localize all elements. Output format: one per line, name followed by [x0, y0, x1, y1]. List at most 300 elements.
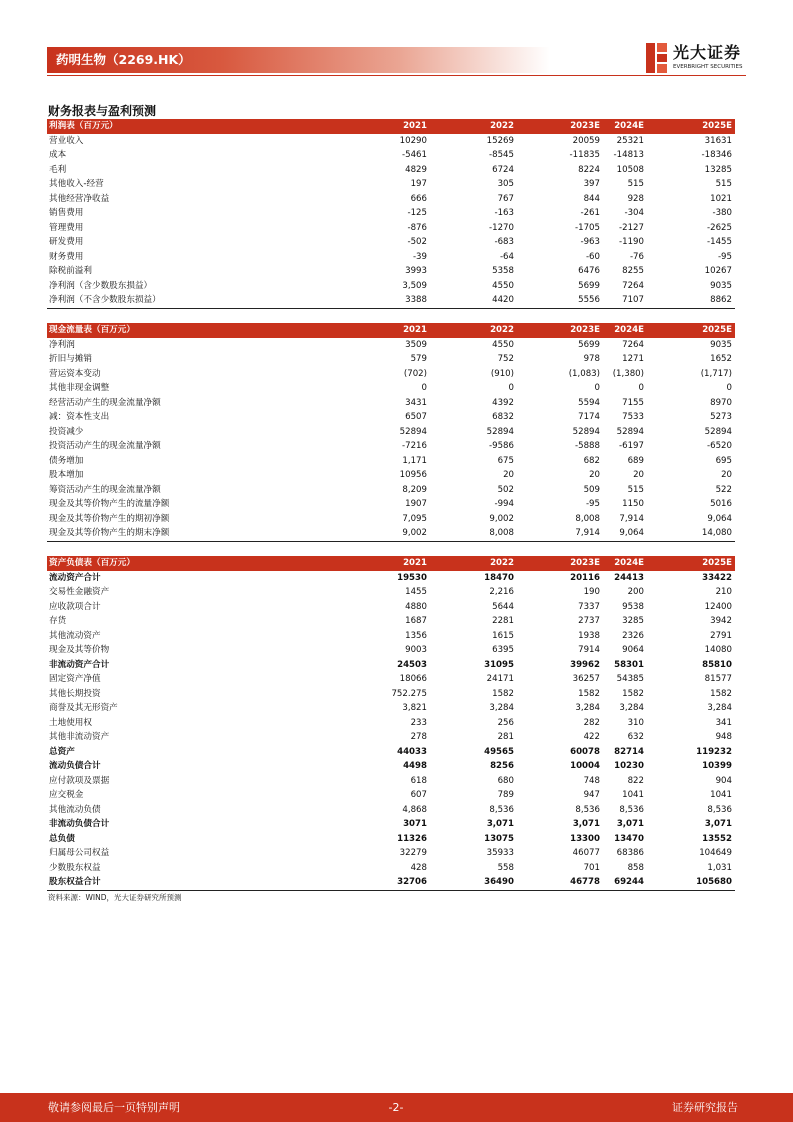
- cell-value: 8,008: [489, 528, 514, 538]
- cell-value: 39962: [570, 659, 600, 670]
- cell-value: 3,284: [707, 703, 732, 713]
- row-label: 交易性金融资产: [49, 587, 110, 597]
- cell-value: 119232: [696, 746, 732, 757]
- cell-value: 858: [627, 862, 644, 873]
- table-row: [47, 148, 735, 163]
- table-row: [47, 759, 735, 774]
- cell-value: 8224: [578, 164, 600, 175]
- row-label: 投资活动产生的现金流量净额: [49, 441, 161, 451]
- row-label: 营运资本变动: [49, 368, 101, 379]
- cell-value: 8,536: [619, 804, 644, 815]
- cell-value: 695: [715, 455, 732, 466]
- row-label: 净利润（含少数股东损益）: [49, 280, 153, 291]
- brand-name-cn: 光大证券: [673, 43, 742, 62]
- cell-value: -60: [585, 251, 600, 262]
- cell-value: 632: [627, 732, 644, 742]
- cell-value: 7264: [622, 339, 644, 350]
- table-row: [47, 730, 735, 745]
- cell-value: 13552: [702, 833, 732, 844]
- cell-value: 3,284: [619, 703, 644, 713]
- cell-value: 3285: [622, 616, 644, 626]
- cell-value: 44033: [397, 746, 427, 757]
- row-label: 管理费用: [49, 222, 84, 233]
- year-header: 2025E: [702, 558, 732, 568]
- cell-value: 58301: [614, 659, 644, 670]
- cell-value: 10230: [614, 761, 644, 771]
- table-row: [47, 483, 735, 498]
- cell-value: 4,868: [402, 804, 427, 815]
- year-header: 2021: [403, 325, 427, 335]
- cell-value: (910): [490, 368, 514, 379]
- row-label: 成本: [49, 150, 67, 160]
- cell-value: 68386: [616, 848, 644, 858]
- row-label: 减：资本性支出: [49, 412, 110, 422]
- cell-value: 701: [583, 862, 600, 873]
- cell-value: -6520: [707, 441, 732, 451]
- cell-value: 14,080: [701, 528, 732, 538]
- cell-value: 200: [627, 587, 644, 597]
- cell-value: 822: [627, 775, 644, 786]
- section-title: 财务报表与盈利预测: [48, 104, 157, 118]
- row-label: 其他经营净收益: [49, 193, 110, 204]
- year-header: 2021: [403, 121, 427, 131]
- row-label: 流动负债合计: [49, 761, 101, 771]
- cell-value: 31095: [484, 659, 514, 670]
- cell-value: 947: [583, 790, 600, 800]
- table-row: [47, 701, 735, 716]
- cell-value: 20059: [572, 135, 600, 146]
- cell-value: 5699: [578, 339, 600, 350]
- cell-value: 105680: [696, 877, 732, 887]
- table-header-row: [47, 119, 735, 134]
- cell-value: 85810: [702, 659, 732, 670]
- year-header: 2024E: [614, 121, 644, 131]
- cell-value: 7174: [578, 412, 600, 422]
- table-header-row: [47, 556, 735, 571]
- cell-value: 4498: [403, 761, 427, 771]
- cell-value: 7264: [622, 280, 644, 291]
- row-label: 应收款项合计: [49, 601, 101, 612]
- cell-value: (1,717): [700, 368, 732, 379]
- row-label: 归属母公司权益: [49, 848, 110, 858]
- cell-value: 14080: [704, 645, 732, 655]
- cell-value: 20116: [570, 572, 600, 583]
- cell-value: 20: [721, 470, 732, 480]
- cell-value: -125: [407, 208, 427, 218]
- cell-value: 32279: [399, 848, 427, 858]
- table-title: 现金流量表（百万元）: [49, 325, 135, 335]
- row-label: 应付款项及票据: [49, 775, 110, 786]
- table-row: [47, 512, 735, 527]
- year-header: 2022: [490, 558, 514, 568]
- cell-value: 52894: [704, 426, 732, 437]
- table-header-row: [47, 323, 735, 338]
- cell-value: 4420: [492, 295, 514, 305]
- table-row: [47, 177, 735, 192]
- cell-value: -2127: [619, 222, 644, 233]
- year-header: 2023E: [570, 558, 600, 568]
- cell-value: 32706: [397, 877, 427, 887]
- cell-value: 8970: [710, 397, 732, 408]
- table-row: [47, 788, 735, 803]
- table-row: [47, 468, 735, 483]
- cell-value: 9,064: [619, 528, 644, 538]
- cell-value: 24413: [614, 572, 644, 583]
- cell-value: 20: [503, 470, 514, 480]
- cell-value: 3,509: [402, 280, 427, 291]
- cell-value: 46778: [570, 877, 600, 887]
- row-label: 销售费用: [49, 208, 84, 218]
- cell-value: 15269: [486, 135, 514, 146]
- cell-value: 7533: [622, 412, 644, 422]
- cell-value: -683: [494, 237, 514, 247]
- year-header: 2023E: [570, 121, 600, 131]
- cell-value: -5888: [575, 441, 600, 451]
- table-row: [47, 832, 735, 847]
- row-label: 流动资产合计: [49, 572, 101, 583]
- table-row: [47, 716, 735, 731]
- table-row: [47, 629, 735, 644]
- cell-value: 11326: [397, 833, 427, 844]
- row-label: 应交税金: [49, 790, 84, 800]
- row-label: 债务增加: [49, 455, 84, 466]
- cell-value: 3,071: [486, 819, 514, 829]
- cell-value: (1,380): [612, 368, 644, 379]
- cell-value: -64: [499, 251, 514, 262]
- cell-value: 60078: [570, 746, 600, 757]
- cell-value: 1687: [405, 616, 427, 626]
- cell-value: 558: [497, 862, 514, 873]
- cell-value: 49565: [484, 746, 514, 757]
- cell-value: 5594: [578, 397, 600, 408]
- table-row: [47, 643, 735, 658]
- cell-value: 20: [589, 470, 600, 480]
- row-label: 财务费用: [49, 251, 84, 262]
- brand-logo: [646, 43, 746, 73]
- cell-value: 928: [627, 193, 644, 204]
- cell-value: 190: [583, 587, 600, 597]
- table-row: [47, 803, 735, 818]
- cell-value: 10508: [616, 164, 644, 175]
- table-row: [47, 279, 735, 294]
- cell-value: 789: [497, 790, 514, 800]
- cell-value: 233: [410, 717, 427, 728]
- cell-value: 6724: [492, 164, 514, 175]
- cell-value: -1270: [489, 222, 514, 233]
- row-label: 少数股东权益: [49, 862, 101, 873]
- cell-value: 515: [627, 484, 644, 495]
- cell-value: 502: [497, 484, 514, 495]
- row-label: 土地使用权: [49, 717, 92, 728]
- cell-value: 13075: [484, 833, 514, 844]
- cell-value: 6476: [578, 266, 600, 276]
- cell-value: 3,821: [402, 703, 427, 713]
- cell-value: -380: [712, 208, 732, 218]
- table-row: [47, 367, 735, 382]
- cell-value: 281: [497, 732, 514, 742]
- cell-value: 36490: [484, 877, 514, 887]
- cell-value: 24503: [397, 659, 427, 670]
- cell-value: 515: [627, 179, 644, 189]
- company-title: 药明生物（2269.HK）: [56, 52, 191, 67]
- table-row: [47, 235, 735, 250]
- cell-value: 341: [715, 717, 732, 728]
- row-label: 非流动资产合计: [49, 659, 110, 670]
- cell-value: 282: [583, 717, 600, 728]
- row-label: 总资产: [49, 746, 75, 757]
- cell-value: 8256: [490, 761, 514, 771]
- cell-value: 3509: [405, 339, 427, 350]
- table-row: [47, 206, 735, 221]
- cell-value: 748: [583, 775, 600, 786]
- year-header: 2023E: [570, 325, 600, 335]
- cell-value: 0: [726, 383, 732, 393]
- table-row: [47, 817, 735, 832]
- table-row: [47, 526, 735, 541]
- cell-value: 8255: [622, 266, 644, 276]
- cell-value: 509: [583, 484, 600, 495]
- year-header: 2022: [490, 121, 514, 131]
- cell-value: 9003: [405, 645, 427, 655]
- cell-value: -95: [717, 251, 732, 262]
- balance-sheet-table: [47, 556, 735, 891]
- cell-value: 10290: [399, 135, 427, 146]
- cell-value: -39: [412, 251, 427, 262]
- year-header: 2025E: [702, 325, 732, 335]
- table-title: 资产负债表（百万元）: [49, 558, 135, 568]
- header-rule: [47, 75, 746, 76]
- cell-value: 3,071: [616, 819, 644, 829]
- cell-value: 52894: [572, 426, 600, 437]
- cell-value: 52894: [399, 426, 427, 437]
- cell-value: 9064: [622, 645, 644, 655]
- row-label: 经营活动产生的现金流量净额: [49, 397, 161, 408]
- cell-value: 1938: [578, 630, 600, 641]
- cell-value: -18346: [701, 150, 732, 160]
- table-row: [47, 658, 735, 673]
- cell-value: 305: [497, 179, 514, 189]
- cell-value: 0: [638, 383, 644, 393]
- cell-value: 680: [497, 775, 514, 786]
- data-source-note: 资料来源：WIND，光大证券研究所预测: [48, 893, 182, 902]
- table-row: [47, 774, 735, 789]
- table-row: [47, 264, 735, 279]
- cell-value: 1652: [710, 354, 732, 364]
- row-label: 其他非流动资产: [49, 732, 110, 742]
- table-title: 利润表（百万元）: [49, 121, 118, 131]
- cell-value: 7,095: [402, 513, 427, 524]
- cell-value: 1150: [622, 499, 644, 509]
- year-header: 2025E: [702, 121, 732, 131]
- cell-value: -5461: [402, 150, 427, 160]
- table-row: [47, 381, 735, 396]
- cell-value: 10399: [702, 761, 732, 771]
- cell-value: -14813: [613, 150, 644, 160]
- cell-value: 1021: [710, 193, 732, 204]
- cell-value: 4880: [405, 601, 427, 612]
- cell-value: 579: [410, 354, 427, 364]
- cell-value: 46077: [572, 848, 600, 858]
- cell-value: 10956: [399, 470, 427, 480]
- table-row: [47, 410, 735, 425]
- cell-value: 6507: [405, 412, 427, 422]
- cell-value: 7155: [622, 397, 644, 408]
- cell-value: 6395: [492, 645, 514, 655]
- cell-value: 767: [497, 193, 514, 204]
- cell-value: 9538: [622, 601, 644, 612]
- row-label: 其他流动负债: [49, 804, 101, 815]
- row-label: 除税前溢利: [49, 266, 92, 276]
- cell-value: 3993: [405, 266, 427, 276]
- cell-value: 52894: [616, 426, 644, 437]
- row-label: 营业收入: [49, 135, 84, 146]
- brand-name-en: EVERBRIGHT SECURITIES: [673, 64, 743, 70]
- table-row: [47, 585, 735, 600]
- cell-value: 5358: [492, 266, 514, 276]
- cell-value: 8,536: [489, 804, 514, 815]
- cell-value: -1455: [707, 237, 732, 247]
- row-label: 毛利: [49, 164, 67, 175]
- cell-value: -76: [629, 251, 644, 262]
- cell-value: 104649: [699, 848, 732, 858]
- table-row: [47, 454, 735, 469]
- cell-value: 24171: [486, 674, 514, 684]
- table-row: [47, 338, 735, 353]
- row-label: 商誉及其无形资产: [49, 703, 118, 713]
- cell-value: -261: [580, 208, 600, 218]
- row-label: 现金及其等价物产生的期末净额: [49, 528, 170, 538]
- cell-value: 0: [594, 383, 600, 393]
- cell-value: 69244: [614, 877, 644, 887]
- cell-value: 4392: [492, 397, 514, 408]
- cell-value: 0: [421, 383, 427, 393]
- cell-value: -163: [494, 208, 514, 218]
- table-row: [47, 614, 735, 629]
- cell-value: 8,536: [575, 804, 600, 815]
- cell-value: 1582: [710, 688, 732, 699]
- cell-value: 428: [410, 862, 427, 873]
- table-bottom-rule: [47, 890, 735, 891]
- cell-value: 1582: [622, 688, 644, 699]
- cell-value: 2791: [710, 630, 732, 641]
- page-footer: [0, 1093, 793, 1122]
- table-row: [47, 163, 735, 178]
- row-label: 净利润（不含少数股东损益）: [49, 295, 161, 305]
- income-statement-table: [47, 119, 735, 309]
- table-row: [47, 571, 735, 586]
- table-row: [47, 439, 735, 454]
- cell-value: 4829: [405, 164, 427, 175]
- cell-value: (1,083): [568, 368, 600, 379]
- cell-value: -9586: [489, 441, 514, 451]
- cell-value: -11835: [569, 150, 600, 160]
- cell-value: 2,216: [489, 587, 514, 597]
- row-label: 总负债: [49, 833, 75, 844]
- cell-value: 682: [583, 455, 600, 466]
- year-header: 2024E: [614, 325, 644, 335]
- cell-value: 82714: [614, 746, 644, 757]
- cell-value: 36257: [572, 674, 600, 684]
- year-header: 2022: [490, 325, 514, 335]
- cell-value: 19530: [397, 572, 427, 583]
- row-label: 现金及其等价物产生的期初净额: [49, 513, 170, 524]
- cell-value: 2326: [622, 630, 644, 641]
- cell-value: 13300: [570, 833, 600, 844]
- cell-value: 7107: [622, 295, 644, 305]
- table-row: [47, 293, 735, 308]
- cell-value: 3388: [405, 295, 427, 305]
- row-label: 筹资活动产生的现金流量净额: [49, 484, 161, 495]
- cell-value: 689: [627, 455, 644, 466]
- cell-value: 5644: [492, 601, 514, 612]
- table-row: [47, 221, 735, 236]
- cell-value: -876: [407, 222, 427, 233]
- cell-value: 2281: [492, 616, 514, 626]
- cell-value: -304: [624, 208, 644, 218]
- row-label: 非流动负债合计: [49, 819, 110, 829]
- cell-value: 20: [633, 470, 644, 480]
- cell-value: 5556: [578, 295, 600, 305]
- cell-value: 3431: [405, 397, 427, 408]
- cell-value: -95: [585, 499, 600, 509]
- cell-value: 675: [497, 455, 514, 466]
- cell-value: 54385: [616, 674, 644, 684]
- cell-value: 31631: [704, 135, 732, 146]
- cell-value: -8545: [489, 150, 514, 160]
- row-label: 研发费用: [49, 237, 84, 247]
- cell-value: (702): [403, 368, 427, 379]
- cell-value: 522: [715, 484, 732, 495]
- cell-value: 3,284: [575, 703, 600, 713]
- cell-value: -963: [580, 237, 600, 247]
- table-row: [47, 745, 735, 760]
- cell-value: 978: [583, 354, 600, 364]
- cell-value: 9035: [710, 280, 732, 291]
- cell-value: 515: [715, 179, 732, 189]
- cell-value: 18066: [399, 674, 427, 684]
- table-row: [47, 192, 735, 207]
- cell-value: 81577: [704, 674, 732, 684]
- cell-value: 7,914: [575, 528, 600, 538]
- table-row: [47, 846, 735, 861]
- table-row: [47, 672, 735, 687]
- cell-value: 210: [715, 587, 732, 597]
- cell-value: 5699: [578, 280, 600, 291]
- cell-value: 9035: [710, 339, 732, 350]
- cell-value: 397: [583, 179, 600, 189]
- cell-value: 9,064: [707, 513, 732, 524]
- cell-value: 3942: [710, 616, 732, 626]
- cell-value: 35933: [486, 848, 514, 858]
- table-row: [47, 352, 735, 367]
- cell-value: 13285: [704, 164, 732, 175]
- cell-value: 666: [410, 193, 427, 204]
- cell-value: 1615: [492, 630, 514, 641]
- cell-value: 13470: [614, 833, 644, 844]
- table-bottom-rule: [47, 541, 735, 542]
- cell-value: 5273: [710, 412, 732, 422]
- cell-value: 904: [715, 775, 732, 786]
- cell-value: 8,536: [707, 804, 732, 815]
- cell-value: 25321: [616, 135, 644, 146]
- cell-value: 1907: [405, 499, 427, 509]
- table-row: [47, 861, 735, 876]
- cell-value: 1041: [622, 790, 644, 800]
- row-label: 其他流动资产: [49, 630, 101, 641]
- cell-value: 3,284: [489, 703, 514, 713]
- row-label: 存货: [49, 616, 67, 626]
- cell-value: 9,002: [489, 513, 514, 524]
